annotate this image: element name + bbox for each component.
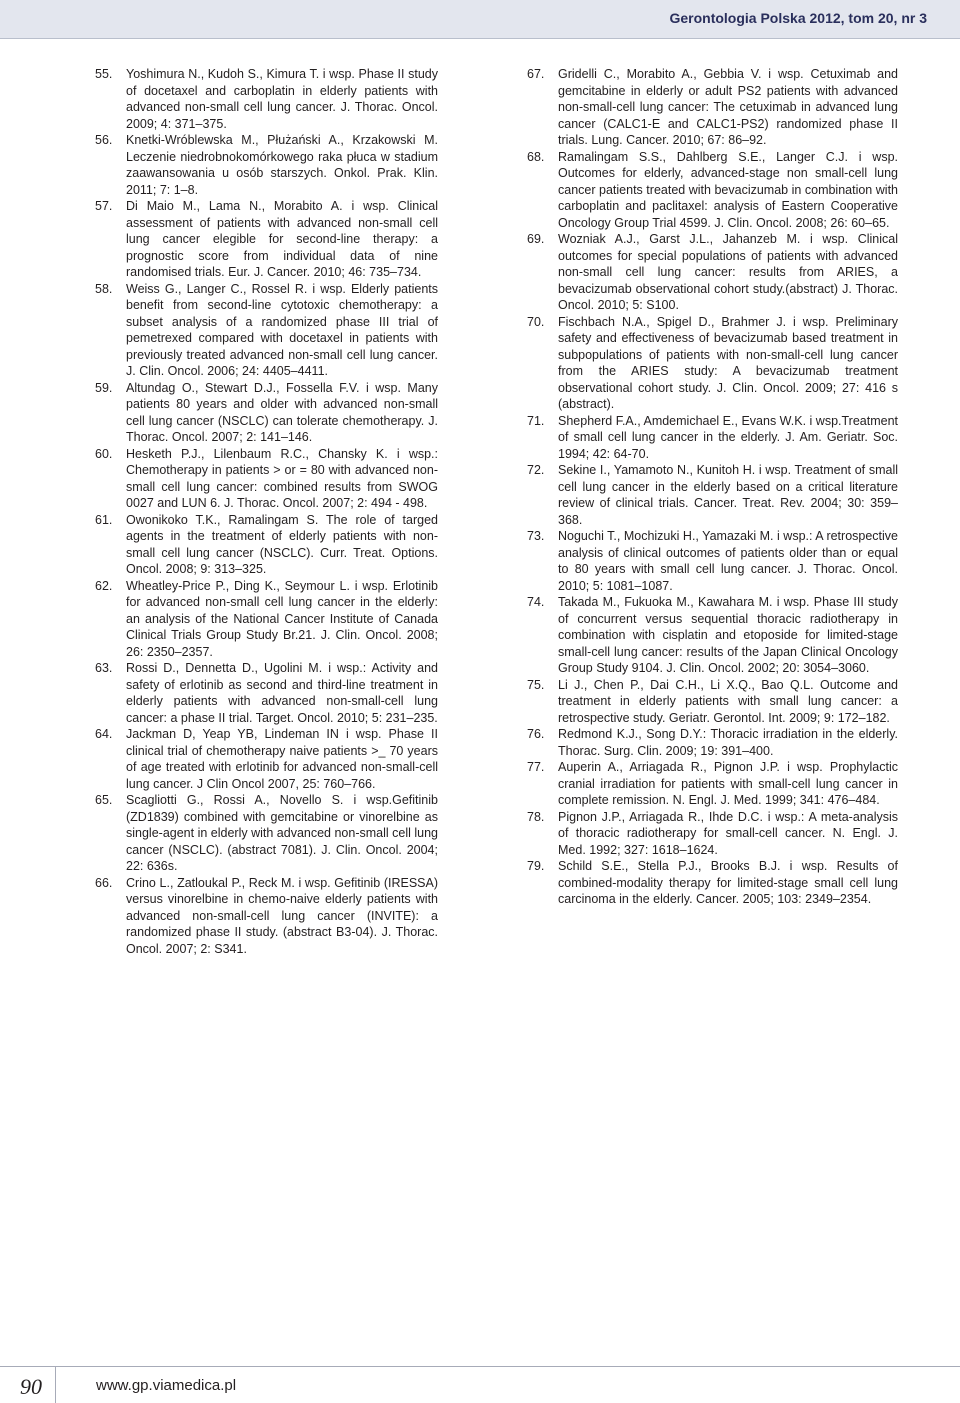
reference-number: 55. [95, 67, 113, 81]
reference-item [527, 462, 898, 528]
reference-number: 58. [95, 281, 113, 296]
reference-number: 69. [527, 232, 545, 246]
reference-number: 57. [95, 199, 113, 213]
reference-item [527, 759, 898, 809]
reference-text: Gridelli C., Morabito A., Gebbia V. i wsp. Cetuximab and gemcitabine in elderly or adult PS2 patients with advanced non-small-cell lung cancer: The cetuximab in advanced lung cancer (CALC1-E and CALC1-PS2) randomized phase II trials. Lung. Cancer. 2010; 67: 86–92. [558, 67, 898, 147]
reference-number: 77. [527, 760, 545, 774]
reference-item [95, 198, 438, 281]
reference-text: Pignon J.P., Arriagada R., Ihde D.C. i wsp.: A meta-analysis of thoracic radiotherapy for small-cell cancer. N. Engl. J. Med. 1992; 327: 1618–1624. [558, 809, 898, 857]
reference-text: Owonikoko T.K., Ramalingam S. The role of targed agents in the treatment of elderly patients with non-small cell lung cancer (NSCLC). Curr. Treat. Options. Oncol. 2008; 9: 313–325. [126, 512, 438, 576]
footer-divider [0, 1366, 960, 1367]
reference-number: 78. [527, 809, 545, 824]
reference-item [527, 413, 898, 463]
reference-text: Redmond K.J., Song D.Y.: Thoracic irradiation in the elderly. Thorac. Surg. Clin. 2009; 19: 391–400. [558, 727, 898, 758]
reference-number: 72. [527, 463, 545, 477]
reference-item [95, 512, 438, 578]
reference-number: 67. [527, 67, 545, 81]
reference-item [95, 66, 438, 132]
reference-item [527, 858, 898, 908]
reference-item [95, 660, 438, 726]
reference-text: Knetki-Wróblewska M., Płużański A., Krzakowski M. Leczenie niedrobnokomórkowego raka płuca w stadium zaawansowania u osób starszych. Onkol. Prak. Klin. 2011; 7: 1–8. [126, 133, 438, 197]
reference-number: 75. [527, 677, 545, 692]
reference-text: Hesketh P.J., Lilenbaum R.C., Chansky K. i wsp.: Chemotherapy in patients > or = 80 with advanced non-small cell lung cancer: combined results from SWOG 0027 and LUN 6. J. Thorac. Oncol. 2007; 2: 494 - 498. [126, 446, 438, 510]
reference-item [527, 809, 898, 859]
reference-number: 79. [527, 859, 545, 873]
reference-number: 56. [95, 133, 113, 147]
reference-text: Di Maio M., Lama N., Morabito A. i wsp. Clinical assessment of patients with advanced non-small cell lung cancer elegible for second-line therapy: a prognostic score from individual data of nine randomised trials. Eur. J. Cancer. 2010; 46: 735–734. [126, 199, 438, 279]
reference-item [95, 578, 438, 661]
reference-number: 60. [95, 446, 113, 461]
reference-number: 76. [527, 727, 545, 741]
reference-item [527, 231, 898, 314]
reference-item [95, 792, 438, 875]
reference-number: 66. [95, 875, 113, 890]
reference-number: 68. [527, 149, 545, 164]
reference-text: Altundag O., Stewart D.J., Fossella F.V. i wsp. Many patients 80 years and older with advanced non-small cell lung cancer (NSCLC) can tolerate chemotherapy. J. Thorac. Oncol. 2007; 2: 141–146. [126, 380, 438, 444]
reference-item [527, 594, 898, 677]
reference-item [527, 726, 898, 759]
reference-text: Weiss G., Langer C., Rossel R. i wsp. Elderly patients benefit from second-line cytotoxic chemotherapy: a subset analysis of a randomized phase III trial of pemetrexed compared with docetaxel in patients with previously treated advanced non-small cell lung cancer. J. Clin. Oncol. 2006; 24: 4405–4411. [126, 281, 438, 378]
references-right-column [527, 66, 898, 908]
reference-item [527, 677, 898, 727]
reference-item [95, 281, 438, 380]
reference-text: Fischbach N.A., Spigel D., Brahmer J. i wsp. Preliminary safety and effectiveness of bevacizumab based treatment in subpopulations of patients with non-small-cell lung cancer from the ARIES study: A bevacizumab treatment observational cohort study. J. Clin. Oncol. 2009; 27: 416 s (abstract). [558, 314, 898, 411]
page-header [0, 0, 960, 39]
reference-text: Li J., Chen P., Dai C.H., Li X.Q., Bao Q.L. Outcome and treatment in elderly patients with small lung cancer: a retrospective study. Geriatr. Gerontol. Int. 2009; 9: 172–182. [558, 677, 898, 725]
reference-text: Wozniak A.J., Garst J.L., Jahanzeb M. i wsp. Clinical outcomes for special populations of patients with advanced non-small cell lung cancer: results from ARIES, a bevacizumab observational cohort study.(abstract) J. Thorac. Oncol. 2010; 5: S100. [558, 232, 898, 312]
reference-item [527, 149, 898, 232]
reference-text: Scagliotti G., Rossi A., Novello S. i wsp.Gefitinib (ZD1839) combined with gemcitabine or vinorelbine as single-agent in elderly with advanced non-small cell lung cancer (NSCLC). (abstract 7081). J. Clin. Oncol. 2004; 22: 636s. [126, 793, 438, 873]
reference-text: Shepherd F.A., Amdemichael E., Evans W.K. i wsp.Treatment of small cell lung cancer in the elderly. J. Am. Geriatr. Soc. 1994; 42: 64-70. [558, 413, 898, 461]
reference-text: Jackman D, Yeap YB, Lindeman IN i wsp. Phase II clinical trial of chemotherapy naive patients >_ 70 years of age treated with erlotinib for advanced non-small-cell lung cancer. J Clin Oncol 2007, 25: 760–766. [126, 727, 438, 791]
reference-number: 59. [95, 380, 113, 395]
reference-item [527, 66, 898, 149]
reference-text: Schild S.E., Stella P.J., Brooks B.J. i wsp. Results of combined-modality therapy for limited-stage small cell lung carcinoma in the elderly. Cancer. 2005; 103: 2349–2354. [558, 859, 898, 906]
reference-text: Wheatley-Price P., Ding K., Seymour L. i wsp. Erlotinib for advanced non-small cell lung cancer in the elderly: an analysis of the National Cancer Institute of Canada Clinical Trials Group Study Br.21. J. Clin. Oncol. 2008; 26: 2350–2357. [126, 578, 438, 659]
reference-item [95, 875, 438, 958]
reference-text: Crino L., Zatloukal P., Reck M. i wsp. Gefitinib (IRESSA) versus vinorelbine in chemo-naive elderly patients with advanced non-small-cell lung cancer (INVITE): a randomized phase II study. (abstract B3-04). J. Thorac. Oncol. 2007; 2: S341. [126, 875, 438, 956]
reference-number: 63. [95, 661, 113, 675]
journal-title: Gerontologia Polska 2012, tom 20, nr 3 [669, 10, 927, 26]
reference-text: Noguchi T., Mochizuki H., Yamazaki M. i wsp.: A retrospective analysis of clinical outcomes of patients older than or equal to 80 years with small cell lung cancer. J. Thorac. Oncol. 2010; 5: 1081–1087. [558, 529, 898, 593]
reference-item [95, 132, 438, 198]
references-left-column [95, 66, 438, 957]
reference-number: 73. [527, 529, 545, 543]
reference-number: 62. [95, 578, 113, 593]
footer-separator [55, 1366, 56, 1403]
reference-number: 74. [527, 595, 545, 609]
reference-item [527, 528, 898, 594]
reference-number: 65. [95, 793, 113, 807]
reference-text: Ramalingam S.S., Dahlberg S.E., Langer C.J. i wsp. Outcomes for elderly, advanced-stage non small-cell lung cancer patients treated with bevacizumab in combination with carboplatin and paclitaxel: analysis of Eastern Cooperative Oncology Group Trial 4599. J. Clin. Oncol. 2008; 26: 60–65. [558, 149, 898, 230]
reference-text: Sekine I., Yamamoto N., Kunitoh H. i wsp. Treatment of small cell lung cancer in the elderly based on a critical literature review of clinical trials. Cancer. Treat. Rev. 2004; 30: 359–368. [558, 463, 898, 527]
reference-number: 64. [95, 727, 113, 741]
reference-item [527, 314, 898, 413]
reference-text: Takada M., Fukuoka M., Kawahara M. i wsp. Phase III study of concurrent versus sequential thoracic radiotherapy in combination with cisplatin and etoposide for limited-stage small-cell lung cancer: results of the Japan Clinical Oncology Group Study 9104. J. Clin. Oncol. 2002; 20: 3054–3060. [558, 595, 898, 675]
reference-number: 61. [95, 512, 113, 527]
page-number: 90 [20, 1374, 42, 1399]
reference-item [95, 380, 438, 446]
reference-item [95, 726, 438, 792]
reference-text: Rossi D., Dennetta D., Ugolini M. i wsp.: Activity and safety of erlotinib as second and third-line treatment in elderly patients with advanced non-small-cell lung cancer: a phase II trial. Target. Oncol. 2010; 5: 231–235. [126, 661, 438, 725]
reference-number: 71. [527, 413, 545, 428]
reference-text: Yoshimura N., Kudoh S., Kimura T. i wsp. Phase II study of docetaxel and carboplatin in elderly patients with advanced non-small cell lung cancer. J. Thorac. Oncol. 2009; 4: 371–375. [126, 67, 438, 131]
reference-number: 70. [527, 314, 545, 329]
reference-text: Auperin A., Arriagada R., Pignon J.P. i wsp. Prophylactic cranial irradiation for patients with small-cell lung cancer in complete remission. N. Engl. J. Med. 1999; 341: 476–484. [558, 760, 898, 807]
reference-item [95, 446, 438, 512]
footer-url: www.gp.viamedica.pl [96, 1377, 237, 1394]
